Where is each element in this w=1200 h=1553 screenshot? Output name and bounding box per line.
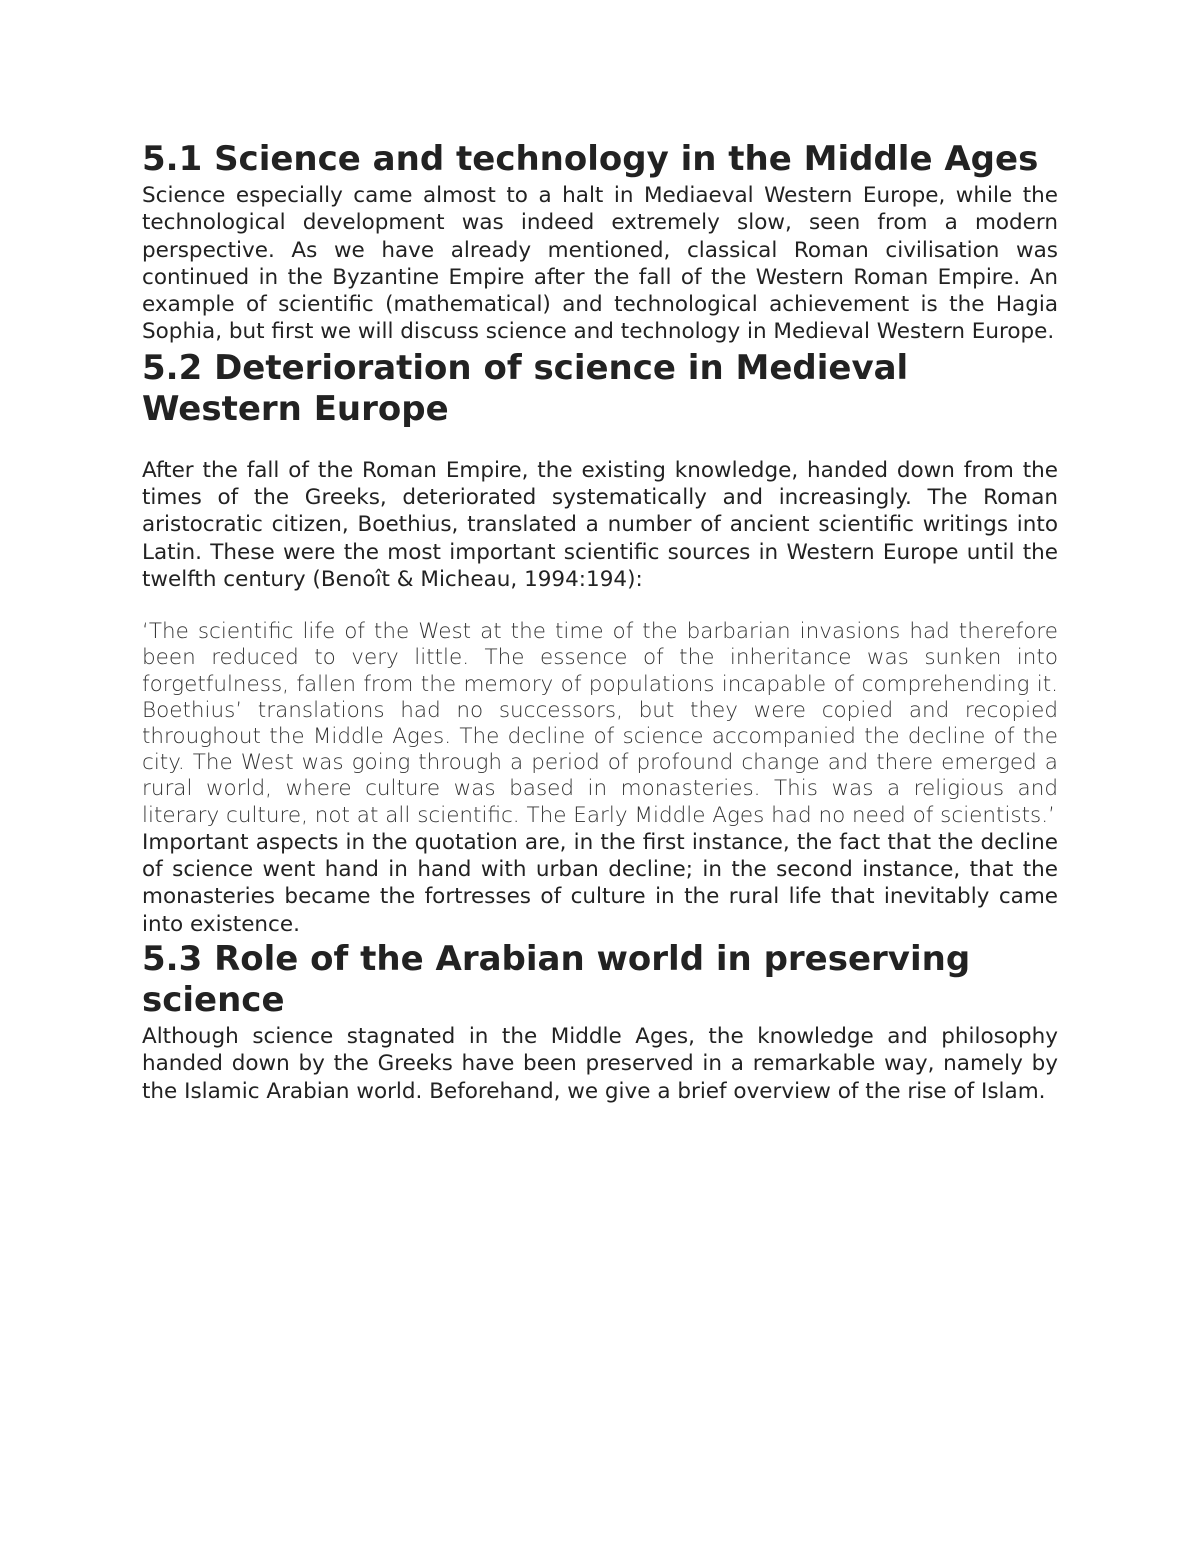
section-heading-5-3: 5.3 Role of the Arabian world in preserving science — [142, 939, 971, 1021]
section-paragraph-5-3: Although science stagnated in the Middle Ages, the knowledge and philosophy handed down by the Greeks have been preserved in a remarkable way, namely by the Islamic Arabian world. Beforehand, we give a brief overview of the rise of Islam. — [142, 1024, 1058, 1104]
section-heading-5-1: 5.1 Science and technology in the Middle Ages — [142, 139, 1039, 179]
document-page — [142, 138, 1058, 1105]
block-quotation: ‘The scientific life of the West at the time of the barbarian invasions had therefore been reduced to very little. The essence of the inheritance was sunken into forgetfulness, fallen from the memory of populations incapable of comprehending it. Boethius’ translations had no successors, but they were copied and recopied throughout the Middle Ages. The decline of science accompanied the decline of the city. The West was going through a period of profound change and there emerged a rural world, where culture was based in monasteries. This was a religious and literary culture, not at all scientific. The Early Middle Ages had no need of scientists.’ — [142, 619, 1058, 828]
section-paragraph-5-1: Science especially came almost to a halt in Mediaeval Western Europe, while the technological development was indeed extremely slow, seen from a modern perspective. As we have already mentioned, classical Roman civilisation was continued in the Byzantine Empire after the fall of the Western Roman Empire. An example of scientific (mathematical) and technological achievement is the Hagia Sophia, but first we will discuss science and technology in Medieval Western Europe. — [142, 183, 1058, 345]
quotation-commentary-paragraph: Important aspects in the quotation are, in the first instance, the fact that the decline of science went hand in hand with urban decline; in the second instance, that the monasteries became the fortresses of culture in the rural life that inevitably came into existence. — [142, 829, 1058, 937]
section-paragraph-5-2: After the fall of the Roman Empire, the existing knowledge, handed down from the times of the Greeks, deteriorated systematically and increasingly. The Roman aristocratic citizen, Boethius, translated a number of ancient scientific writings into Latin. These were the most important scientific sources in Western Europe until the twelfth century (Benoît & Micheau, 1994:194): — [142, 457, 1058, 592]
section-heading-5-2: 5.2 Deterioration of science in Medieval Western Europe — [142, 347, 909, 429]
